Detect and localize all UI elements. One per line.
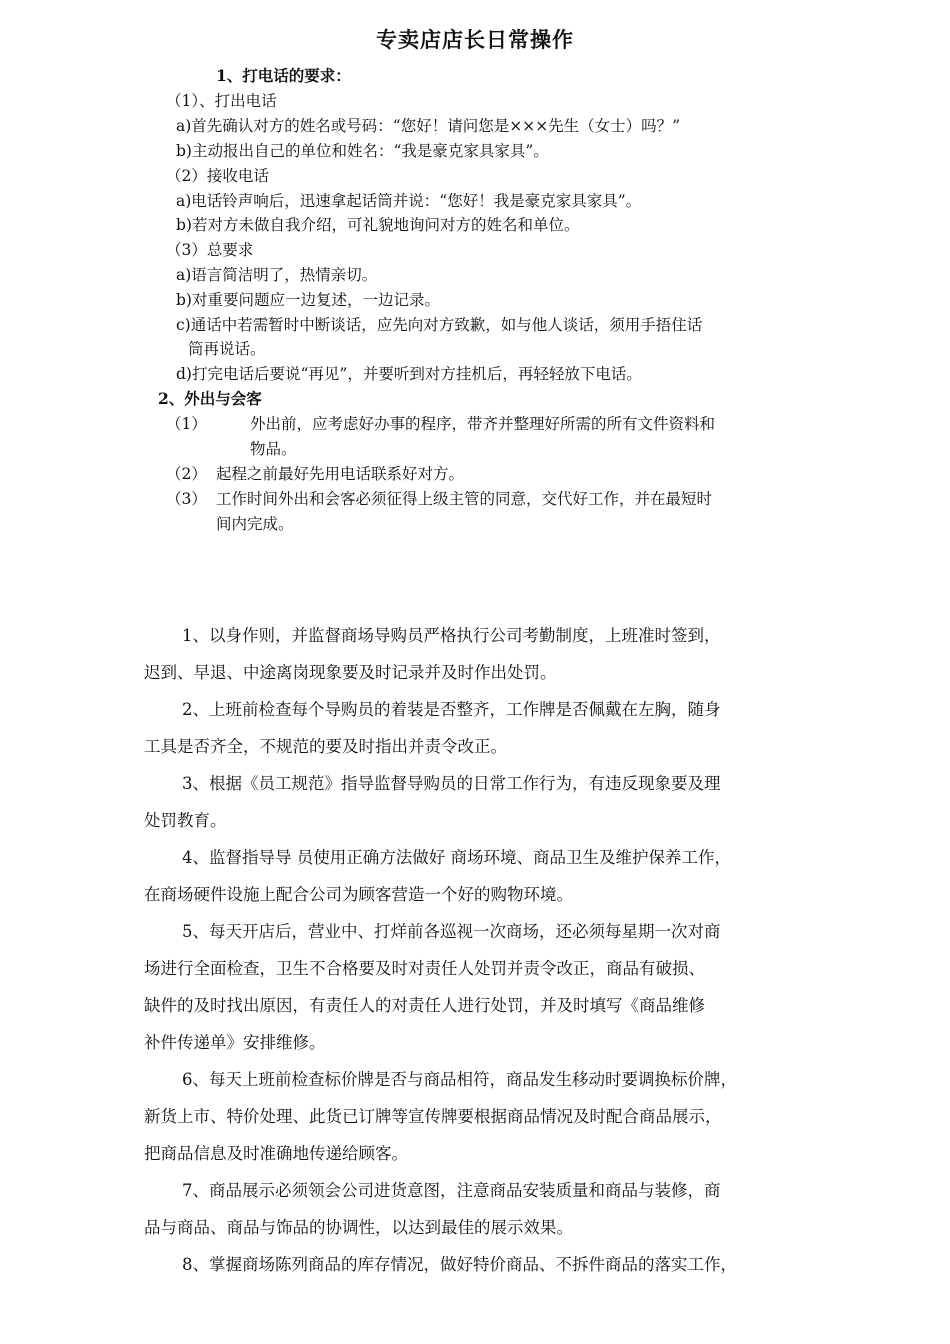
section-phone-heading: 1、打电话的要求： (216, 66, 351, 85)
duty-5-line2: 场进行全面检查，卫生不合格要及时对责任人处罚并责令改正，商品有破损、 (144, 959, 705, 978)
duty-3-line2: 处罚教育。 (144, 811, 227, 830)
general-item-b: b)对重要问题应一边复述，一边记录。 (176, 291, 440, 309)
duty-1-line1: 1、以身作则，并监督商场导购员严格执行公司考勤制度，上班准时签到， (182, 626, 721, 645)
visit-item-3-line2: 间内完成。 (216, 515, 294, 533)
outgoing-call-heading: （1）、打出电话 (166, 92, 277, 110)
visit-item-1-line1: 外出前，应考虑好办事的程序，带齐并整理好所需的所有文件资料和 (250, 415, 716, 433)
duty-7-line2: 品与商品、商品与饰品的协调性，以达到最佳的展示效果。 (144, 1218, 573, 1237)
duty-3-line1: 3、根据《员工规范》指导监督导购员的日常工作行为，有违反现象要及理 (182, 774, 721, 793)
general-item-c-line1: c)通话中若需暂时中断谈话，应先向对方致歉，如与他人谈话，须用手捂住话 (176, 316, 703, 334)
section-visit-heading: 2、外出与会客 (158, 389, 262, 408)
duty-5-line3: 缺件的及时找出原因，有责任人的对责任人进行处罚，并及时填写《商品维修 (144, 996, 705, 1015)
duty-6-line1: 6、每天上班前检查标价牌是否与商品相符，商品发生移动时要调换标价牌， (182, 1070, 737, 1089)
duty-7-line1: 7、商品展示必须领会公司进货意图，注意商品安装质量和商品与装修，商 (182, 1181, 721, 1200)
incoming-call-item-a: a)电话铃声响后，迅速拿起话筒并说：“您好！我是豪克家具家具”。 (176, 192, 642, 210)
duty-5-line4: 补件传递单》安排维修。 (144, 1033, 326, 1052)
duty-1-line2: 迟到、早退、中途离岗现象要及时记录并及时作出处罚。 (144, 663, 557, 682)
general-item-d: d)打完电话后要说“再见”，并要听到对方挂机后，再轻轻放下电话。 (176, 365, 642, 383)
visit-item-1-number: （1） (166, 415, 207, 433)
duty-6-line2: 新货上市、特价处理、此货已订牌等宣传牌要根据商品情况及时配合商品展示， (144, 1107, 722, 1126)
duty-8-line1: 8、掌握商场陈列商品的库存情况，做好特价商品、不拆件商品的落实工作， (182, 1255, 737, 1274)
visit-item-2-line1: 起程之前最好先用电话联系好对方。 (216, 465, 465, 483)
visit-item-3-line1: 工作时间外出和会客必须征得上级主管的同意，交代好工作，并在最短时 (216, 490, 713, 508)
duty-4-line2: 在商场硬件设施上配合公司为顾客营造一个好的购物环境。 (144, 885, 573, 904)
general-item-c-line2: 筒再说话。 (188, 340, 266, 358)
general-requirements-heading: （3）总要求 (166, 241, 254, 259)
visit-item-2-number: （2） (166, 465, 207, 483)
duty-6-line3: 把商品信息及时准确地传递给顾客。 (144, 1144, 408, 1163)
incoming-call-heading: （2）接收电话 (166, 167, 269, 185)
duty-2-line2: 工具是否齐全，不规范的要及时指出并责令改正。 (144, 737, 507, 756)
visit-item-1-line2: 物品。 (250, 440, 297, 458)
document-title: 专卖店店长日常操作 (376, 27, 574, 52)
outgoing-call-item-a: a)首先确认对方的姓名或号码：“您好！请问您是×××先生（女士）吗？” (176, 117, 681, 135)
duty-5-line1: 5、每天开店后，营业中、打烊前各巡视一次商场，还必须每星期一次对商 (182, 922, 721, 941)
visit-item-3-number: （3） (166, 490, 207, 508)
incoming-call-item-b: b)若对方未做自我介绍，可礼貌地询问对方的姓名和单位。 (176, 216, 580, 234)
general-item-a: a)语言简洁明了，热情亲切。 (176, 266, 378, 284)
outgoing-call-item-b: b)主动报出自己的单位和姓名：“我是豪克家具家具”。 (176, 142, 549, 160)
duty-4-line1: 4、监督指导导 员使用正确方法做好 商场环境、商品卫生及维护保养工作， (182, 848, 731, 867)
duty-2-line1: 2、上班前检查每个导购员的着装是否整齐，工作牌是否佩戴在左胸，随身 (182, 700, 721, 719)
